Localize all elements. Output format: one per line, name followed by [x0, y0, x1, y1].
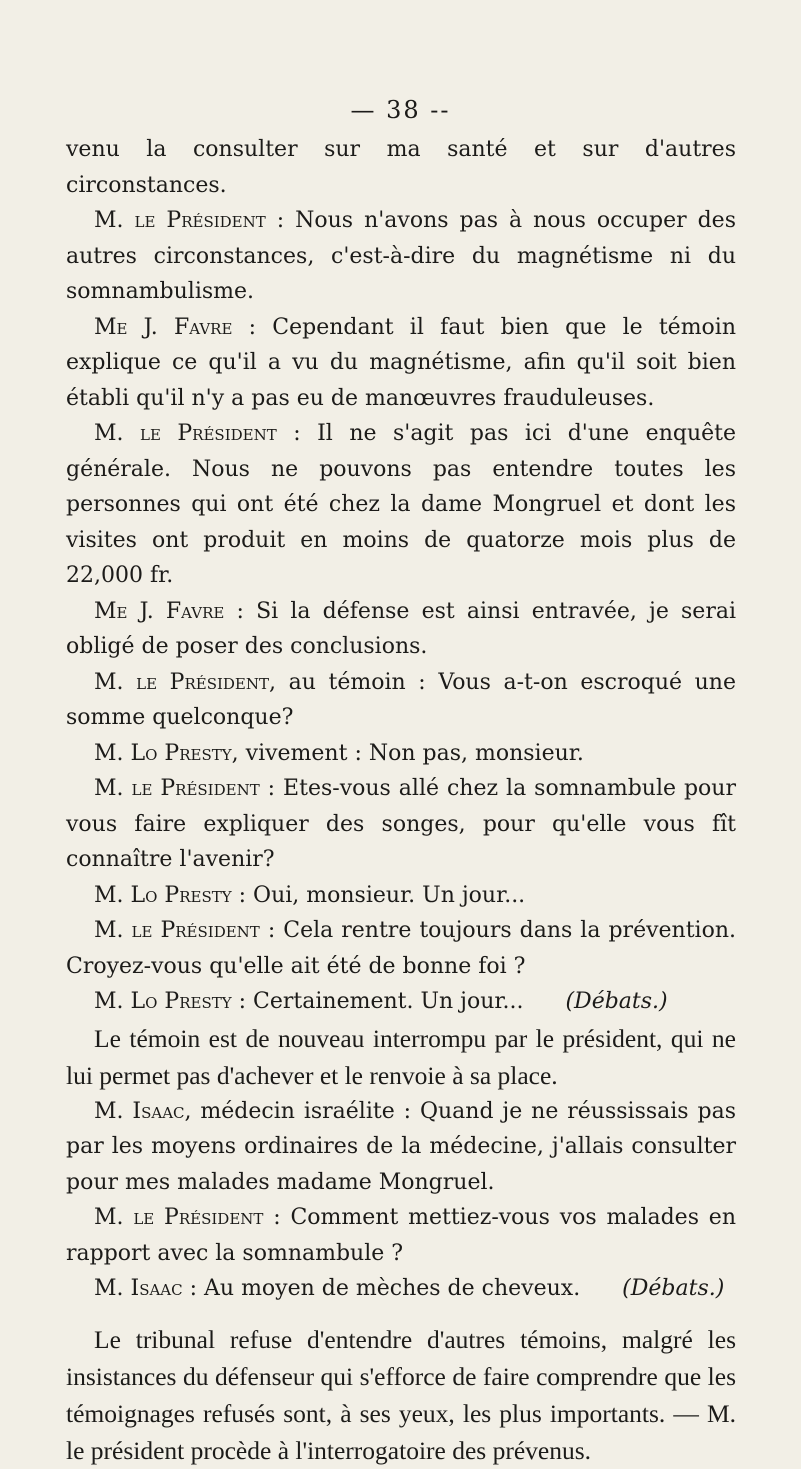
- paragraph-text: : Si la défense est ainsi entravée, je serai obligé de poser des conclusions.: [66, 598, 736, 659]
- speaker-name: M. le Président: [94, 918, 260, 943]
- dialogue-paragraph: [66, 416, 736, 594]
- paragraph-text: Le tribunal refuse d'entendre d'autres témoins, malgré les insistances du défenseur qui s'efforce de faire comprendre que les témoignages refusés sont, à ses yeux, les plus importants. — M. le président procède à l'interrogatoire des prévenus.: [66, 1324, 736, 1465]
- speaker-name: M. le Président: [94, 1205, 264, 1230]
- paragraph-text: , médecin israélite : Quand je ne réussissais pas par les moyens ordinaires de la médecine, j'allais consulter pour mes malades madame Mongruel.: [66, 1098, 736, 1195]
- speaker-name: M. Isaac: [94, 1098, 185, 1124]
- narration-paragraph: [66, 1321, 736, 1469]
- paragraph-text: : Au moyen de mèches de cheveux.: [182, 1276, 581, 1301]
- dialogue-paragraph: [66, 878, 736, 914]
- paragraph-continuation: [66, 132, 736, 203]
- paragraph-text: , vivement : Non pas, monsieur.: [231, 740, 584, 766]
- paragraph-text: : Il ne s'agit pas ici d'une enquête générale. Nous ne pouvons pas entendre toutes les personnes qui ont été chez la dame Mongruel et dont les visites ont produit en moins de quatorze mois plus de 22,000 fr.: [66, 421, 736, 588]
- dialogue-paragraph: [66, 771, 736, 878]
- paragraph-text: venu la consulter sur ma santé et sur d'autres circonstances.: [66, 137, 736, 198]
- paragraph-text: : Oui, monsieur. Un jour...: [231, 882, 526, 908]
- dialogue-paragraph: [66, 913, 736, 984]
- dialogue-paragraph: [66, 594, 736, 665]
- dialogue-paragraph: [66, 310, 736, 417]
- dialogue-paragraph: [66, 736, 736, 772]
- dialogue-paragraph: [66, 1271, 736, 1307]
- dialogue-paragraph: [66, 1094, 736, 1201]
- source-note: (Débats.): [565, 989, 668, 1014]
- paragraph-text: Le témoin est de nouveau interrompu par le président, qui ne lui permet pas d'achever et le renvoie à sa place.: [66, 1023, 736, 1090]
- dialogue-paragraph: [66, 1200, 736, 1271]
- narration-paragraph: [66, 1020, 736, 1094]
- document-body: [66, 132, 736, 1469]
- paragraph-text: : Etes-vous allé chez la somnambule pour vous faire expliquer des songes, pour qu'elle vous fît connaître l'avenir?: [66, 776, 736, 872]
- speaker-name: M. Lo Presty: [94, 740, 232, 766]
- speaker-name: M. le Président: [94, 421, 277, 446]
- speaker-name: Me J. Favre: [94, 314, 233, 340]
- dialogue-paragraph: [66, 203, 736, 310]
- paragraph-text: : Cela rentre toujours dans la prévention. Croyez-vous qu'elle ait été de bonne foi ?: [66, 918, 736, 979]
- dialogue-paragraph: [66, 984, 736, 1020]
- speaker-name: Me J. Favre: [94, 598, 225, 624]
- page-number: — 38 --: [350, 96, 451, 124]
- paragraph-text: : Nous n'avons pas à nous occuper des autres circonstances, c'est-à-dire du magnétisme ni du somnambulisme.: [66, 208, 736, 304]
- speaker-name: M. Lo Presty: [94, 882, 232, 908]
- paragraph-text: : Cependant il faut bien que le témoin explique ce qu'il a vu du magnétisme, afin qu'il soit bien établi qu'il n'y a pas eu de manœuvres frauduleuses.: [66, 314, 737, 411]
- source-note: (Débats.): [622, 1276, 725, 1301]
- speaker-name: M. Isaac: [94, 1276, 183, 1301]
- paragraph-text: : Comment mettiez-vous vos malades en rapport avec la somnambule ?: [66, 1205, 736, 1266]
- paragraph-text: , au témoin : Vous a-t-on escroqué une somme quelconque?: [66, 669, 736, 730]
- speaker-name: M. le Président: [94, 669, 270, 695]
- dialogue-paragraph: [66, 665, 736, 736]
- speaker-name: M. le Président: [94, 208, 266, 233]
- speaker-name: M. Lo Presty: [94, 989, 232, 1014]
- speaker-name: M. le Président: [94, 776, 260, 801]
- paragraph-text: : Certainement. Un jour...: [231, 989, 524, 1014]
